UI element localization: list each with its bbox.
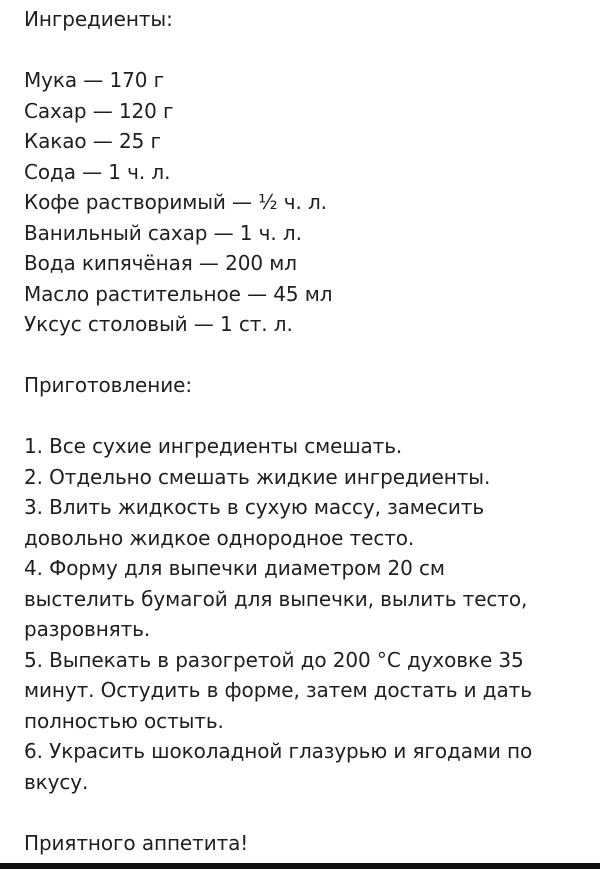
ingredient-item: Уксус столовый — 1 ст. л. — [24, 312, 293, 336]
recipe-document — [24, 4, 586, 858]
ingredients-heading: Ингредиенты: — [24, 7, 173, 31]
spacer — [24, 340, 586, 371]
step-line: 3. Влить жидкость в сухую массу, замесить — [24, 495, 485, 519]
preparation-heading: Приготовление: — [24, 373, 192, 397]
step-line: довольно жидкое однородное тесто. — [24, 525, 415, 550]
ingredient-item: Какао — 25 г — [24, 129, 161, 153]
ingredients-list — [24, 65, 586, 340]
preparation-steps — [24, 431, 586, 797]
bottom-divider — [0, 863, 600, 869]
ingredient-item: Сода — 1 ч. л. — [24, 159, 171, 184]
step-line: вкусу. — [24, 769, 89, 794]
step-line: выстелить бумагой для выпечки, вылить тесто, — [24, 586, 528, 611]
ingredient-item: Масло растительное — 45 мл — [24, 281, 333, 306]
step-line: минут. Остудить в форме, затем достать и дать — [24, 678, 532, 702]
spacer — [24, 35, 586, 66]
spacer — [24, 401, 586, 432]
step-line: 4. Форму для выпечки диаметром 20 см — [24, 556, 445, 580]
step-line: 2. Отдельно смешать жидкие ингредиенты. — [24, 464, 491, 489]
step-line: 6. Украсить шоколадной глазурью и ягодами по — [24, 739, 533, 763]
closing-text: Приятного аппетита! — [24, 830, 249, 855]
step-line: разровнять. — [24, 617, 151, 641]
ingredient-item: Мука — 170 г — [24, 68, 164, 92]
ingredient-item: Ванильный сахар — 1 ч. л. — [24, 220, 302, 245]
spacer — [24, 797, 586, 828]
ingredient-item: Сахар — 120 г — [24, 98, 174, 123]
ingredient-item: Вода кипячёная — 200 мл — [24, 251, 297, 275]
step-line: 1. Все сухие ингредиенты смешать. — [24, 434, 403, 458]
ingredient-item: Кофе растворимый — ½ ч. л. — [24, 190, 327, 214]
step-line: 5. Выпекать в разогретой до 200 °С духовке 35 — [24, 647, 524, 672]
step-line: полностью остыть. — [24, 708, 224, 733]
